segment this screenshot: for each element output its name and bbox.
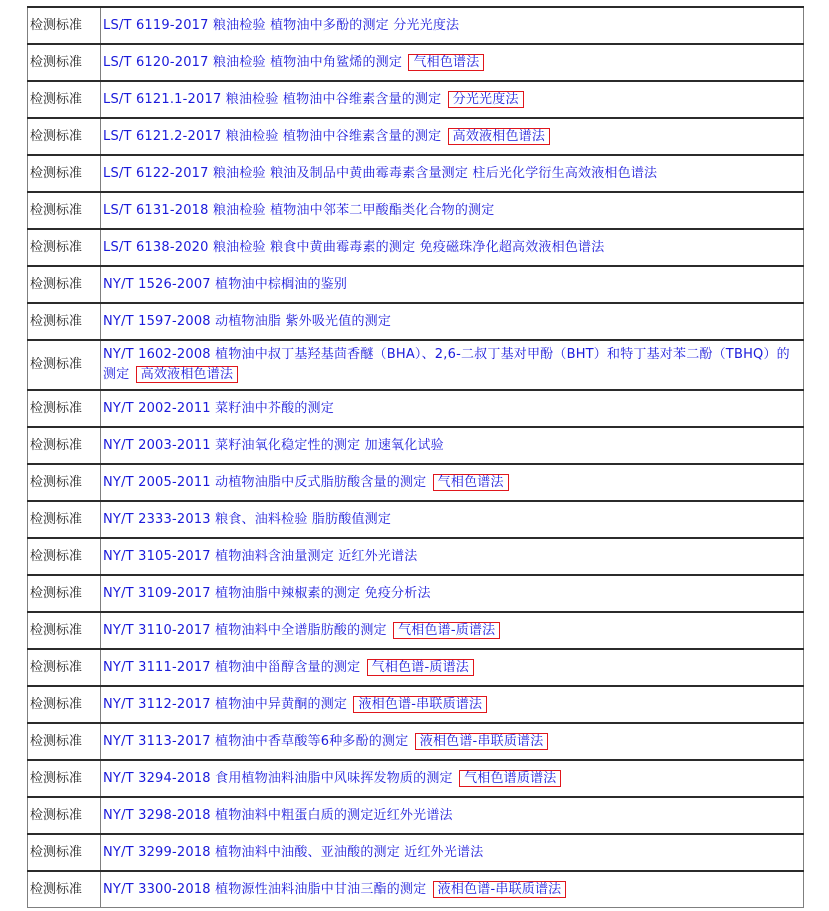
standard-link[interactable] [101,266,804,303]
standard-name: 粮食、油料检验 脂肪酸值测定 [215,511,392,527]
table-row [28,81,804,118]
table-row [28,760,804,797]
standard-link[interactable] [101,723,804,760]
table-row [28,427,804,464]
standard-link[interactable] [101,155,804,192]
method-label: 气相色谱-质谱法 [393,622,500,639]
standard-name: 植物油中香草酸等6种多酚的测定 [215,733,409,749]
table-row [28,7,804,44]
table-row [28,686,804,723]
category-cell: 检测标准 [28,797,101,834]
standard-name: 植物油料含油量测定 近红外光谱法 [215,548,418,564]
method-label: 液相色谱-串联质谱法 [353,696,487,713]
table-row [28,118,804,155]
standard-name: 动植物油脂中反式脂肪酸含量的测定 [215,474,427,490]
standard-code: NY/T 1597-2008 [103,313,211,329]
standard-name: 粮油检验 植物油中谷维素含量的测定 [225,91,442,107]
table-row [28,612,804,649]
category-cell: 检测标准 [28,871,101,908]
standard-name: 植物油中甾醇含量的测定 [215,659,361,675]
method-label: 气相色谱-质谱法 [367,659,474,676]
standard-code: NY/T 3110-2017 [103,622,211,638]
method-label: 气相色谱质谱法 [459,770,561,787]
table-row [28,575,804,612]
standard-link[interactable] [101,686,804,723]
standard-code: LS/T 6138-2020 [103,239,209,255]
standard-link[interactable] [101,427,804,464]
standard-name: 植物源性油料油脂中甘油三酯的测定 [215,881,427,897]
standard-link[interactable] [101,612,804,649]
standard-name: 粮油检验 植物油中角鲨烯的测定 [212,54,403,70]
standard-code: LS/T 6121.1-2017 [103,91,222,107]
standard-name: 菜籽油中芥酸的测定 [215,400,334,416]
table-row [28,464,804,501]
table-row [28,649,804,686]
standard-link[interactable] [101,538,804,575]
standards-table [27,6,804,908]
standard-name: 菜籽油氧化稳定性的测定 加速氧化试验 [215,437,444,453]
category-cell: 检测标准 [28,538,101,575]
standard-name: 粮油检验 植物油中邻苯二甲酸酯类化合物的测定 [212,202,495,218]
table-row [28,44,804,81]
category-cell: 检测标准 [28,760,101,797]
standard-code: NY/T 3113-2017 [103,733,211,749]
standard-link[interactable] [101,118,804,155]
standard-code: LS/T 6131-2018 [103,202,209,218]
category-cell: 检测标准 [28,303,101,340]
category-cell: 检测标准 [28,266,101,303]
standard-name: 粮油检验 植物油中谷维素含量的测定 [225,128,442,144]
table-row [28,192,804,229]
category-cell: 检测标准 [28,118,101,155]
category-cell: 检测标准 [28,612,101,649]
standard-code: NY/T 3299-2018 [103,844,211,860]
table-row [28,871,804,908]
standard-link[interactable] [101,229,804,266]
standard-code: LS/T 6119-2017 [103,17,209,33]
standard-name: 植物油料中粗蛋白质的测定近红外光谱法 [215,807,453,823]
standard-code: NY/T 1526-2007 [103,276,211,292]
category-cell: 检测标准 [28,723,101,760]
standard-link[interactable] [101,871,804,908]
standard-code: NY/T 3300-2018 [103,881,211,897]
standard-code: NY/T 3109-2017 [103,585,211,601]
method-label: 气相色谱法 [433,474,509,491]
standard-code: LS/T 6121.2-2017 [103,128,222,144]
category-cell: 检测标准 [28,834,101,871]
category-cell: 检测标准 [28,501,101,538]
standard-name: 植物油料中全谱脂肪酸的测定 [215,622,387,638]
standard-link[interactable] [101,303,804,340]
standard-link[interactable] [101,192,804,229]
method-label: 高效液相色谱法 [448,128,550,145]
table-row [28,390,804,427]
standard-code: NY/T 2005-2011 [103,474,211,490]
category-cell: 检测标准 [28,464,101,501]
standard-code: LS/T 6122-2017 [103,165,209,181]
table-row [28,538,804,575]
method-label: 液相色谱-串联质谱法 [433,881,567,898]
table-row [28,229,804,266]
standard-name: 植物油脂中辣椒素的测定 免疫分析法 [215,585,431,601]
standard-link[interactable] [101,501,804,538]
category-cell: 检测标准 [28,686,101,723]
standard-name: 植物油中异黄酮的测定 [215,696,348,712]
category-cell: 检测标准 [28,81,101,118]
standard-code: NY/T 3112-2017 [103,696,211,712]
table-row [28,723,804,760]
category-cell: 检测标准 [28,7,101,44]
standard-link[interactable] [101,390,804,427]
category-cell: 检测标准 [28,192,101,229]
table-row [28,340,804,390]
category-cell: 检测标准 [28,229,101,266]
standard-name: 食用植物油料油脂中风味挥发物质的测定 [215,770,453,786]
standard-link[interactable] [101,340,804,390]
standard-code: NY/T 3111-2017 [103,659,211,675]
standard-code: NY/T 3298-2018 [103,807,211,823]
standard-name: 植物油料中油酸、亚油酸的测定 近红外光谱法 [215,844,484,860]
table-row [28,155,804,192]
method-label: 气相色谱法 [408,54,484,71]
standard-link[interactable] [101,834,804,871]
category-cell: 检测标准 [28,340,101,390]
table-row [28,266,804,303]
standard-code: LS/T 6120-2017 [103,54,209,70]
standard-name: 动植物油脂 紫外吸光值的测定 [215,313,392,329]
method-label: 高效液相色谱法 [136,366,238,383]
table-row [28,834,804,871]
standard-link[interactable] [101,44,804,81]
category-cell: 检测标准 [28,44,101,81]
standard-link[interactable] [101,464,804,501]
method-label: 液相色谱-串联质谱法 [415,733,549,750]
standard-code: NY/T 2002-2011 [103,400,211,416]
table-row [28,501,804,538]
table-row [28,303,804,340]
standard-code: NY/T 1602-2008 [103,347,211,362]
standard-name: 粮油检验 粮油及制品中黄曲霉毒素含量测定 柱后光化学衍生高效液相色谱法 [212,165,658,181]
standard-name: 粮油检验 粮食中黄曲霉毒素的测定 免疫磁珠净化超高效液相色谱法 [212,239,605,255]
category-cell: 检测标准 [28,649,101,686]
standard-code: NY/T 3294-2018 [103,770,211,786]
standard-link[interactable] [101,575,804,612]
method-label: 分光光度法 [448,91,524,108]
standard-link[interactable] [101,760,804,797]
table-row [28,797,804,834]
standard-name: 植物油中叔丁基羟基茴香醚（BHA）、2,6-二叔丁基对甲酚（BHT）和特丁基对苯二酚（TBHQ）的测定 [103,347,790,382]
standard-link[interactable] [101,7,804,44]
method-label: 分光光度法 [393,17,460,33]
category-cell: 检测标准 [28,427,101,464]
category-cell: 检测标准 [28,155,101,192]
standard-link[interactable] [101,81,804,118]
standards-table-body [28,7,804,908]
category-cell: 检测标准 [28,390,101,427]
standard-code: NY/T 2003-2011 [103,437,211,453]
standard-code: NY/T 3105-2017 [103,548,211,564]
standard-code: NY/T 2333-2013 [103,511,211,527]
standard-name: 植物油中棕榈油的鉴别 [215,276,348,292]
standard-name: 粮油检验 植物油中多酚的测定 [212,17,389,33]
category-cell: 检测标准 [28,575,101,612]
standard-link[interactable] [101,797,804,834]
standard-link[interactable] [101,649,804,686]
